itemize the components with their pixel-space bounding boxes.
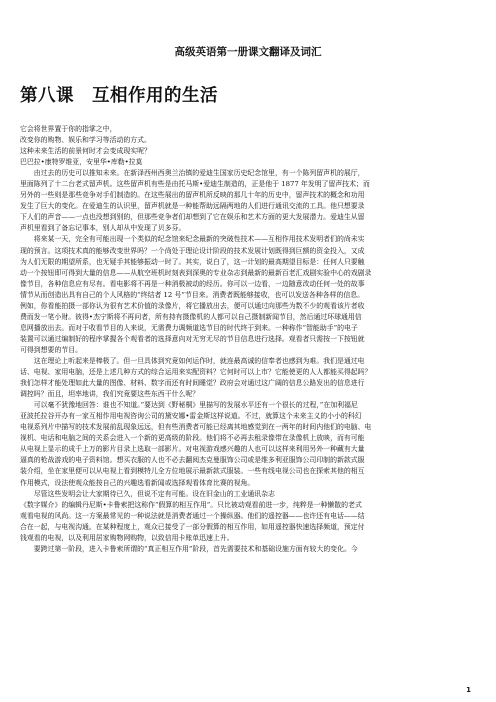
text-line: 尽管这些发明会让大家期待已久，但说不定有可能。设在旧金山的工业通讯杂志 — [20, 489, 275, 498]
text-line: 它会将世界置于你的指掌之中， — [20, 125, 117, 133]
text-line: 亚波托拉谷开办有一家互相作用电视咨询公司的黛安娜•雷金斯这样说道。不过，就算这个未来主义的小小的科幻 — [20, 412, 362, 421]
text-line: 电视系列片中描写的技术发展前乱现象远远，但有些消费者可能已经离其地感觉到在一两年的时间内他们的电脑、电 — [20, 423, 372, 432]
text-line: 另外的一些则是那些竞争对手们制造的。在这些展出的留声机所反映的那几十年的历史中，留声技术的概念和功用 — [20, 191, 365, 200]
text-line: 《数字媒介》的编辑丹尼斯•卡鲁索把这称作“假算的相互作用”。只比被动观看前进一步，纯粹是一种懒散的老式 — [20, 500, 362, 509]
text-line: 话、电视、家用电脑，还是上述几种方式的综合运用来实配资料？它何时可以上市？它能使更的人人都能买得起吗？ — [20, 368, 372, 377]
text-line: 声机里看到了备忘记事本，别人却从中发现了贝多芬。 — [20, 224, 186, 233]
text-line: 发生了巨大的变化。在爱迪生的认识里，留声机就是一种能帮助远隔两地的人们进行通讯交流的工具。他只想要录 — [20, 202, 365, 211]
text-line: 视机、电话和电脑之间的关系会进入一个新的更高级的阶段。他们将不必再去租录像带在录像机上放映，而有可能 — [20, 434, 365, 443]
text-line: 像节目，各种信息应有尽有。看电影将不再是一种消极被动的经历。你可以一边看，一边随意改动任何一处的故事 — [20, 279, 365, 288]
text-line: 装介绍，坐在家里便可以从电视上看到模特儿全方位地展示最新款式服装。一些有线电视公司也在探索其他的相互 — [20, 467, 365, 476]
text-line: 装置可以通过编制好的程序掌握各个观看者的选择意向对无穷无尽的节目信息进行选择。观看者只需按一下按钮就 — [20, 334, 365, 343]
text-line: 钱观看的电视，以及利用居家购物网购物，以致信用卡账单迅速上升。 — [20, 533, 234, 542]
text-line: 逼真的枪战游戏的电子资料馆。想买衣服的人也不必去翻阅杰克曼服饰公司或是维多利亚服饰公司印制的新款式服 — [20, 456, 365, 465]
text-line: 例如，你看能拍摄一部你认为很有艺术价值的录像片，将它播放出去，便可以通过向那些为数不少的观看该片者收 — [20, 301, 365, 310]
text-line: 巴巴拉•康特罗维亚，安里华•库勒•拉莫 — [20, 158, 143, 167]
text-line: 息网播放出去。而对于收看节目的人来说，无需费力调频道选节目的时代终于到来。一种称作“智能助手”的电子 — [20, 323, 358, 332]
text-line: 现的预言。这项技术真的能够改变世界吗？一个尚处于理论设计阶段的技术发展计划既得到巨额的资金投入，又成 — [20, 246, 365, 255]
text-line: 将来某一天，完全有可能出现一个类似的纪念馆来纪念最新的突破性技术——互相作用技术发明者们的尚未实 — [20, 235, 365, 244]
text-line: 费而发一笔小财。彼得•杰宁斯将不再问者，所有持有摄像机的人都可以自己摄制新闻节目，然后通过环球通用信 — [20, 312, 362, 321]
body-text — [20, 124, 476, 555]
page-number: 1 — [466, 686, 471, 694]
text-line: 下人们的声音——一点也没想到别的，但那些竞争者们却想到了它在娱乐和艺术方面的更大发展潜力。爱迪生从留 — [20, 213, 365, 222]
text-line: 这在理论上听起来是棒极了。但一旦具体到究竟如何运作时，就连最高诚的信奉者也感到为难。我们是通过电 — [20, 356, 365, 365]
text-line: 情节从而创造出具有自己的个人风格的“终结者 12 号”节目来。消费者既能够接收，也可以发送各种各样的信息。 — [20, 290, 365, 299]
text-line: 里面陈列了十二台老式留声机。这些留声机有些是由托马斯•爱迪生制造的，正是他于 1877 年发明了留声技术；而 — [20, 180, 370, 189]
text-line: 作用模式，设法使观众能按自己的兴趣选看新闻或选择观看体育比赛的视角。 — [20, 478, 255, 487]
text-line: 由过去的历史可以推知未来。在新泽西州西奥兰治镇的爱迪生国家历史纪念馆里，有一个陈列留声机的展厅， — [20, 169, 365, 178]
text-line: 合在一起，与电视沟通。在某种程度上，观众已接受了一部分假算的相互作用，如用遥控器快速选择频道，预定付 — [20, 522, 365, 531]
text-line: 我们怎样才能处理如此大量的图像、材料、数字而还有时间睡觉？政府会对通过这广阔的信息公路发出的信息进行 — [20, 379, 365, 388]
document-title: 高级英语第一册课文翻译及词汇 — [174, 46, 322, 58]
text-line: 动一个按钮即可得到大量的信息——从航空班机时刻表到深奥的专业杂志到最新的最新百老汇戏剧实验中心的戏剧录 — [20, 268, 372, 277]
text-line: 这种未来生活的前景何时才会变成现实呢？ — [20, 147, 151, 156]
text-line: 可以毫不犹豫地回答：谁也不知道。”要达到《野秘桐》里描写的发展水平还有一个很长的过程，”在加利福尼 — [20, 401, 358, 410]
text-line: 改变你的购物、娱乐和学习等活动的方式。 — [20, 136, 151, 145]
text-line: 调控吗？而且，坦率地讲，我们究竟要这些东西干什么呢？ — [20, 390, 200, 399]
text-line: 要跨过第一阶段，进入卡鲁索所谓的“真正相互作用”阶段，首先需要技术和基础设施方面有较大的变化。今 — [20, 544, 358, 553]
text-line: 可得到想要的节目。 — [20, 345, 83, 354]
lesson-heading: 第八课 互相作用的生活 — [20, 86, 218, 106]
text-line: 观看电视的风尚。这一方案最常见的一种说法就是消费者通过一个操纵器。他们的遥控器——也许还有电话——结 — [20, 511, 365, 520]
text-line: 从电视上显示的成千上万的影片目录上选取一部影片。对电视游戏感兴趣的人也可以这样来利用另外一种藏有大量 — [20, 445, 365, 454]
text-line: 为人们无限的期望所系，也无疑手其能够振动一时了。其实，说白了，这一计划的最高期望目标是：任何人只要触 — [20, 257, 365, 266]
